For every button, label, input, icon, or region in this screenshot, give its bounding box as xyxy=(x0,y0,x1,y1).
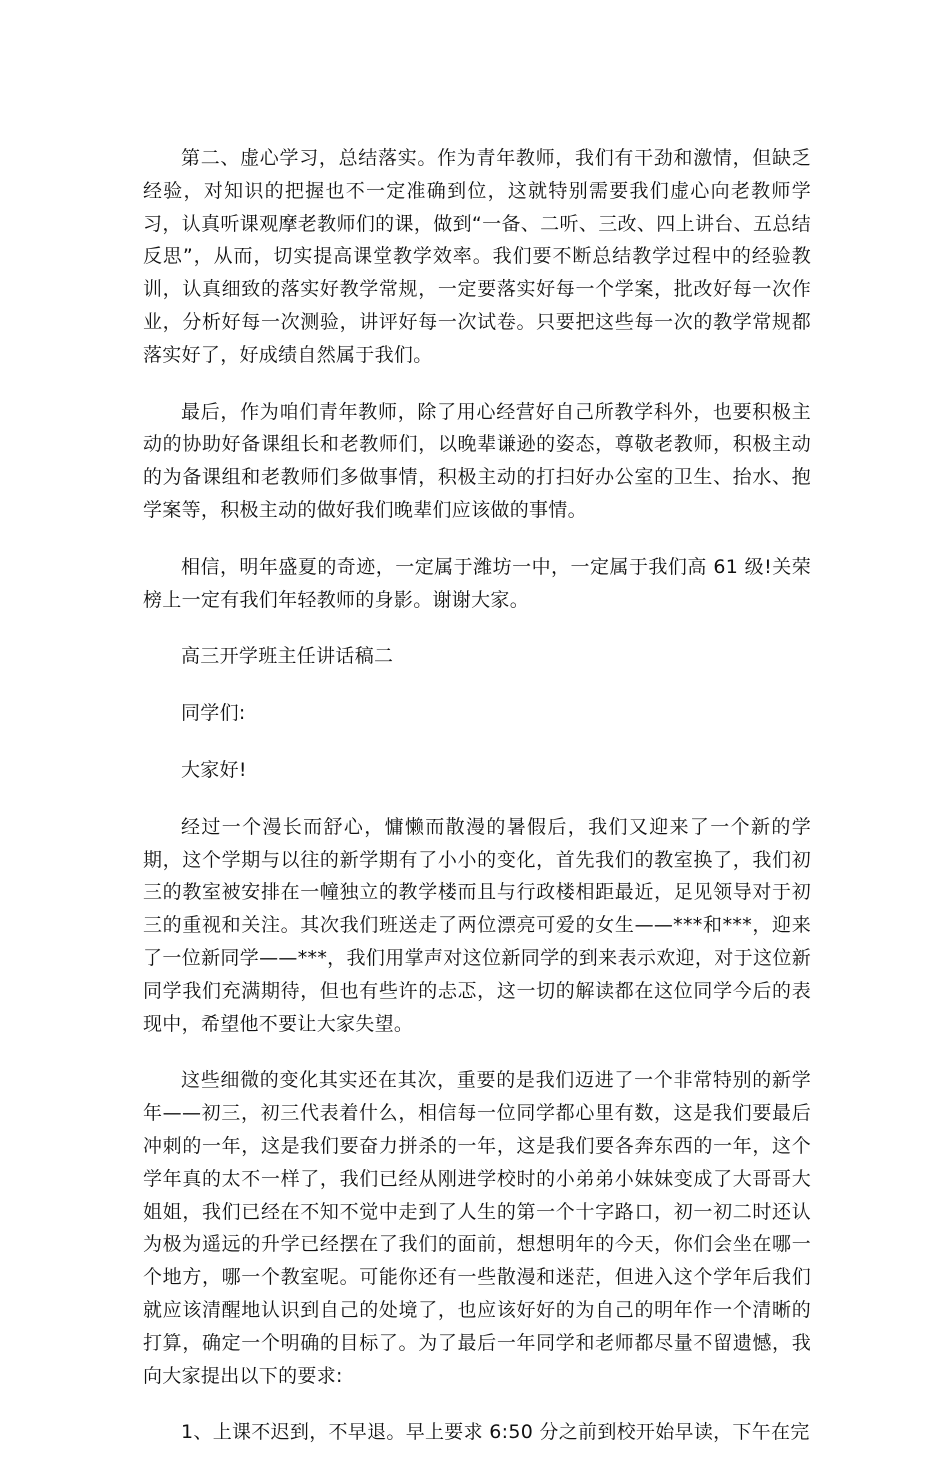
paragraph-study-summary: 第二、虚心学习，总结落实。作为青年教师，我们有干劲和激情，但缺乏经验，对知识的把握也不一定准确到位，这就特别需要我们虚心向老教师学习，认真听课观摩老教师们的课，做到“一备、二听、三改、四上讲台、五总结反思”，从而，切实提高课堂教学效率。我们要不断总结教学过程中的经验教训，认真细致的落实好教学常规，一定要落实好每一个学案，批改好每一次作业，分析好每一次测验，讲评好每一次试卷。只要把这些每一次的教学常规都落实好了，好成绩自然属于我们。 xyxy=(143,147,811,366)
paragraph-grade-three: 这些细微的变化其实还在其次，重要的是我们迈进了一个非常特别的新学年——初三，初三代表着什么，相信每一位同学都心里有数，这是我们要最后冲刺的一年，这是我们要奋力拼杀的一年，这是我们要各奔东西的一年，这个学年真的太不一样了，我们已经从刚进学校时的小弟弟小妹妹变成了大哥哥大姐姐，我们已经在不知不觉中走到了人生的第一个十字路口，初一初二时还认为极为遥远的升学已经摆在了我们的面前，想想明年的今天，你们会坐在哪一个地方，哪一个教室呢。可能你还有一些散漫和迷茫，但进入这个学年后我们就应该清醒地认识到自己的处境了，也应该好好的为自己的明年作一个清晰的打算，确定一个明确的目标了。为了最后一年同学和老师都尽量不留遗憾，我向大家提出以下的要求: xyxy=(143,1069,811,1387)
paragraph-finally: 最后，作为咱们青年教师，除了用心经营好自己所教学科外，也要积极主动的协助好备课组长和老教师们，以晚辈谦逊的姿态，尊敬老教师，积极主动的为备课组和老教师们多做事情，积极主动的打扫好办公室的卫生、抬水、抱学案等，积极主动的做好我们晚辈们应该做的事情。 xyxy=(143,400,811,521)
greeting: 大家好! xyxy=(181,758,247,781)
salutation: 同学们: xyxy=(181,702,246,725)
paragraph-new-semester: 经过一个漫长而舒心，慵懒而散漫的暑假后，我们又迎来了一个新的学期，这个学期与以往的新学期有了小小的变化，首先我们的教室换了，我们初三的教室被安排在一幢独立的教学楼而且与行政楼相距最近，足见领导对于初三的重视和关注。其次我们班送走了两位漂亮可爱的女生——***和***，迎来了一位新同学——***，我们用掌声对这位新同学的到来表示欢迎，对于这位新同学我们充满期待，但也有些许的忐忑，这一切的解读都在这位同学今后的表现中，希望他不要让大家失望。 xyxy=(143,815,811,1035)
paragraph-requirement-1: 1、上课不迟到，不早退。早上要求 6:50 分之前到校开始早读，下午在完 xyxy=(181,1421,810,1444)
document-page xyxy=(143,142,811,1473)
paragraph-belief: 相信，明年盛夏的奇迹，一定属于潍坊一中，一定属于我们高 61 级!关荣榜上一定有我们年轻教师的身影。谢谢大家。 xyxy=(143,555,811,611)
section-heading: 高三开学班主任讲话稿二 xyxy=(181,645,394,668)
